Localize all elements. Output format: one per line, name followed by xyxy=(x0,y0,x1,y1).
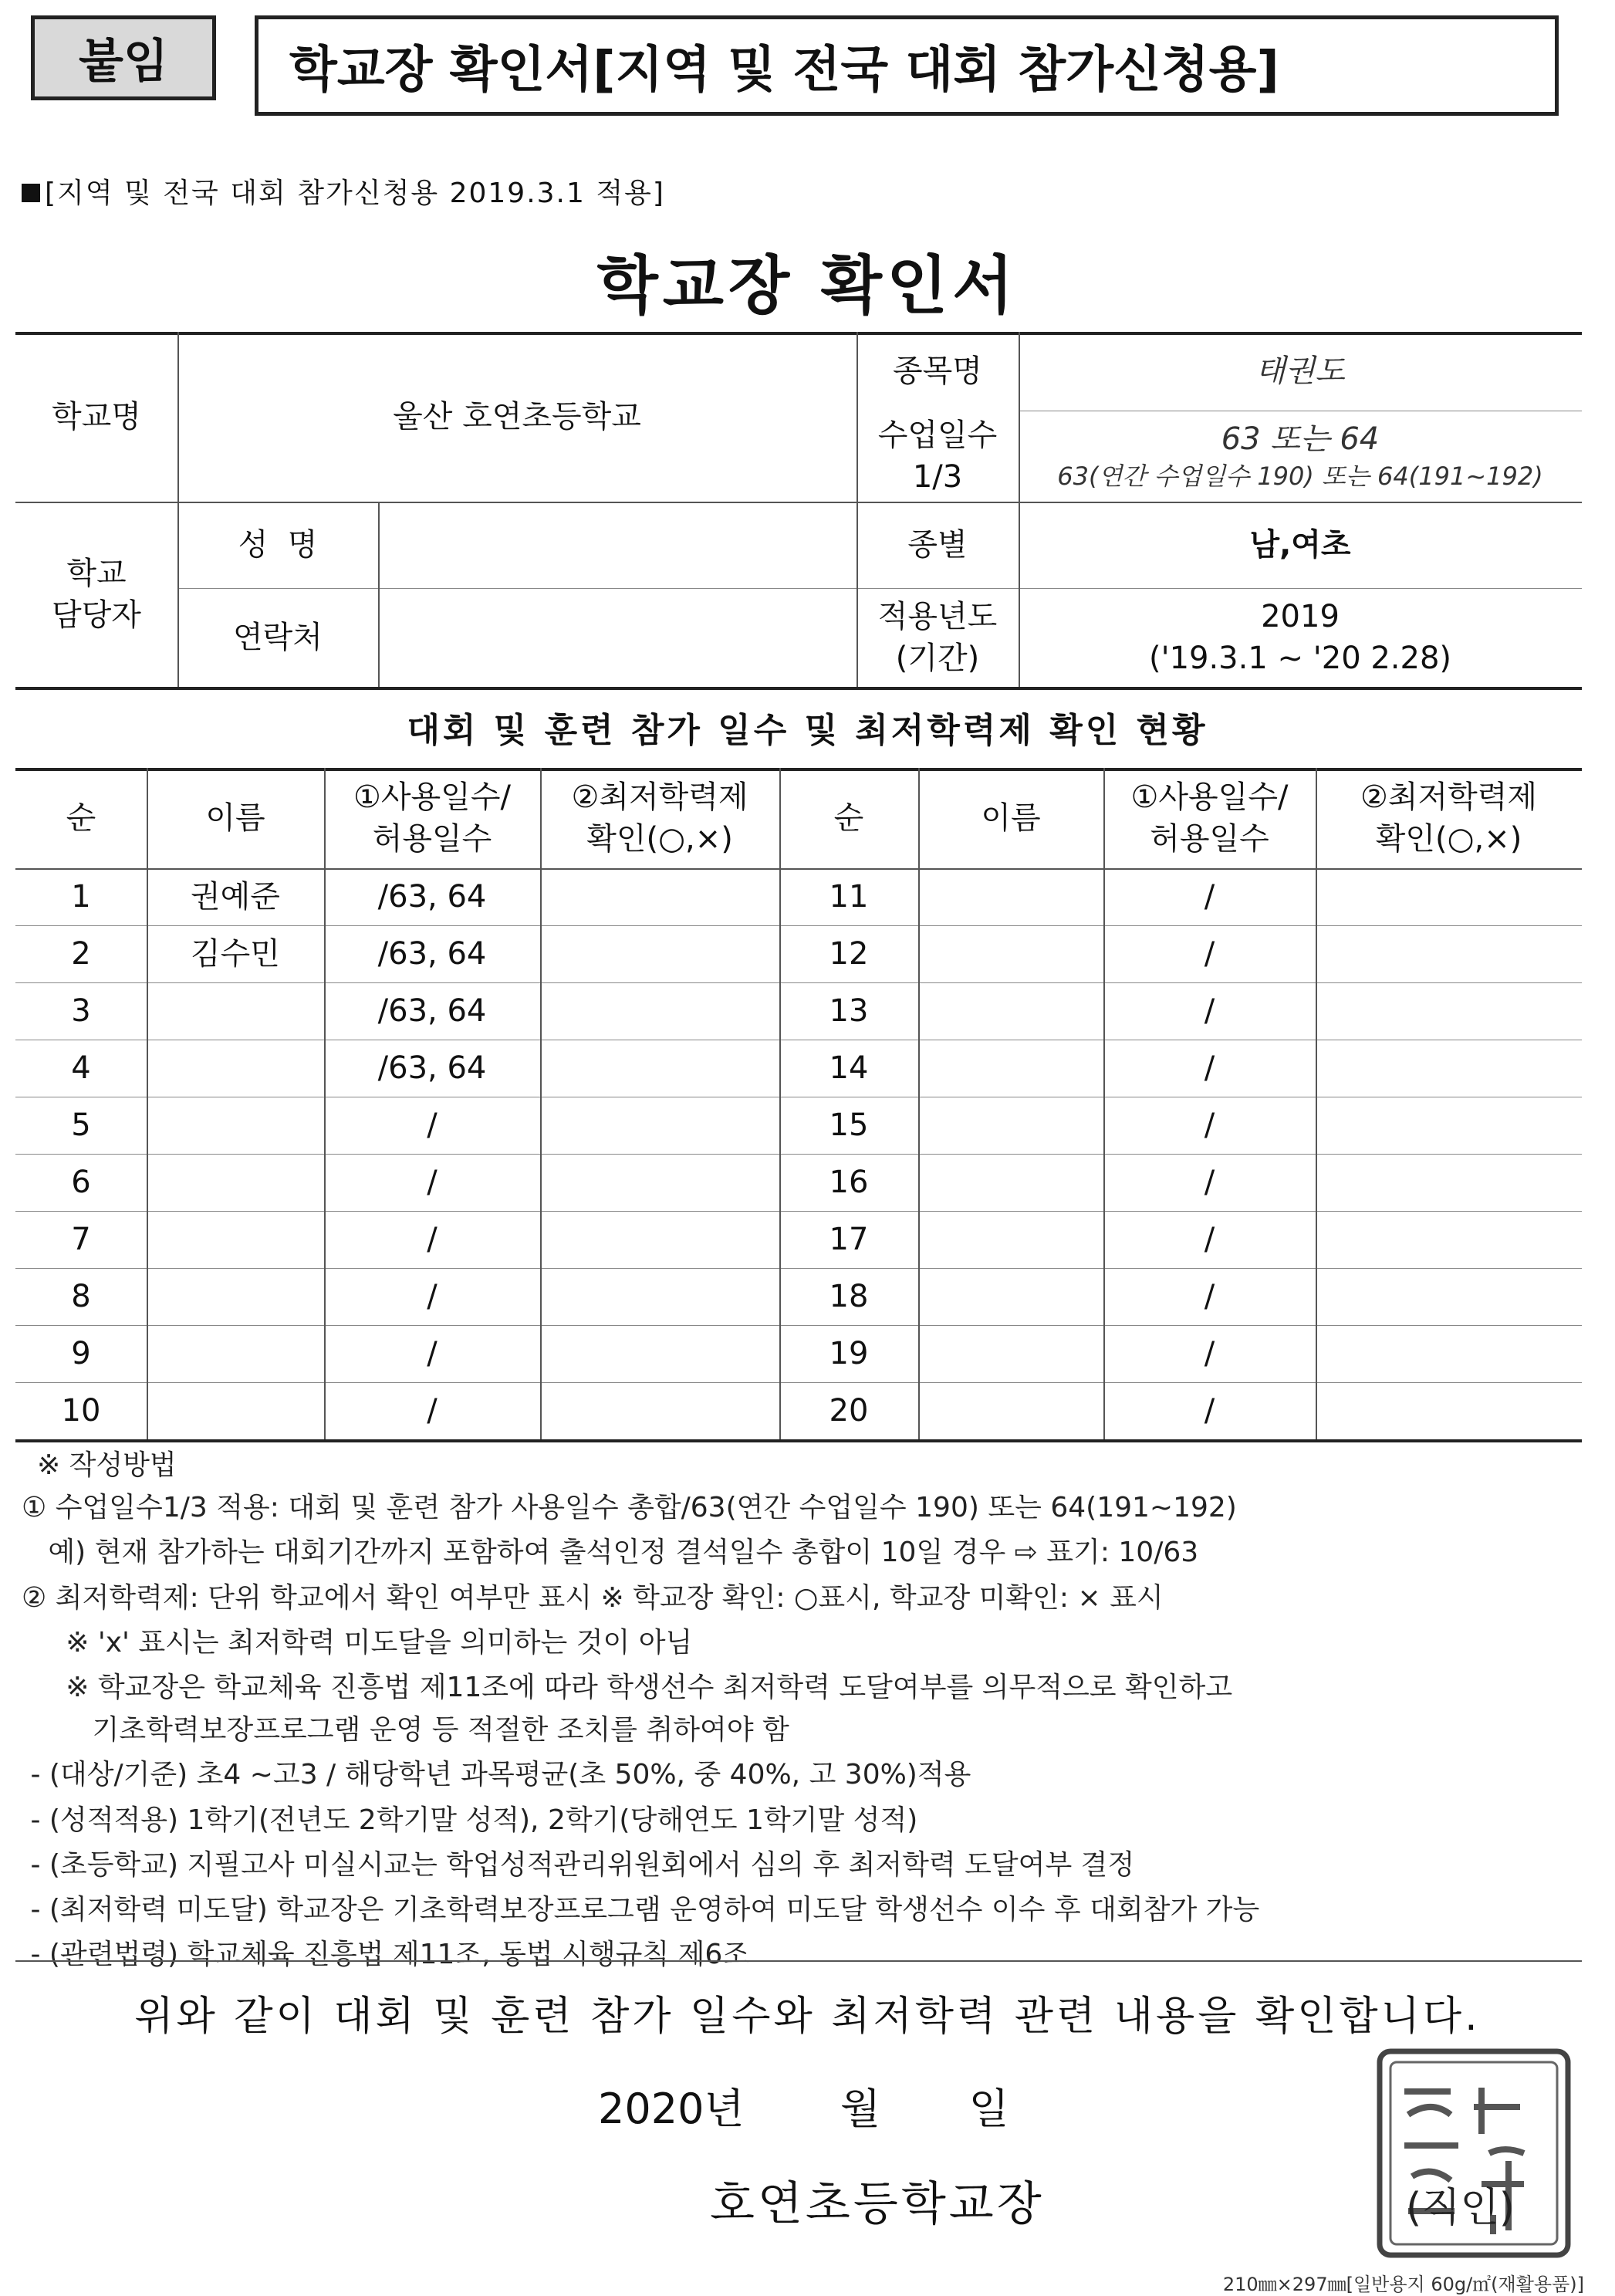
year-value xyxy=(1019,588,1582,687)
year-value-line2: ('19.3.1 ~ '20 2.28) xyxy=(1148,641,1452,676)
name-value xyxy=(378,502,856,588)
student-name xyxy=(147,1097,324,1154)
row-number: 16 xyxy=(829,1165,869,1200)
row-number: 12 xyxy=(829,936,869,972)
header-no: 순 xyxy=(833,800,864,836)
guide-line: ① 수업일수1/3 적용: 대회 및 훈련 참가 사용일수 총합/63(연간 수업일수 190) 또는 64(191~192) xyxy=(22,1492,1237,1523)
row-number: 7 xyxy=(71,1222,91,1257)
header-days-line1: ①사용일수/ xyxy=(353,779,511,815)
row-number: 6 xyxy=(71,1165,91,1200)
header-acad-line1: ②최저학력제 xyxy=(1360,779,1538,815)
date-line xyxy=(598,2076,1009,2135)
student-name xyxy=(918,1211,1103,1268)
academic-check xyxy=(1316,1154,1582,1211)
attachment-tag xyxy=(31,15,216,100)
school-name-label: 학교명 xyxy=(52,399,141,435)
class-days-label-line1: 수업일수 xyxy=(877,418,998,453)
student-name xyxy=(918,1097,1103,1154)
used-days: / xyxy=(1204,1336,1215,1371)
student-name xyxy=(147,1211,324,1268)
table-bottom-border xyxy=(15,1439,1582,1442)
header-days-line1: ①사용일수/ xyxy=(1130,779,1289,815)
academic-check xyxy=(540,1268,779,1325)
row-number: 14 xyxy=(829,1050,869,1086)
student-name: 김수민 xyxy=(191,936,280,972)
header-acad-line2: 확인(○,×) xyxy=(586,821,733,857)
student-name xyxy=(918,1382,1103,1439)
row-number: 9 xyxy=(71,1336,91,1371)
row-number: 1 xyxy=(71,879,91,915)
header-days-line2: 허용일수 xyxy=(1150,821,1269,857)
student-name xyxy=(147,982,324,1040)
academic-check xyxy=(540,1154,779,1211)
academic-check xyxy=(1316,1382,1582,1439)
used-days: /63, 64 xyxy=(377,879,487,915)
banner-title xyxy=(255,15,1559,116)
black-square-icon xyxy=(22,184,40,202)
row-number: 17 xyxy=(829,1222,869,1257)
header-name: 이름 xyxy=(981,800,1041,836)
header-name: 이름 xyxy=(205,800,265,836)
guide-line: ※ 'x' 표시는 최저학력 미도달을 의미하는 것이 아님 xyxy=(22,1627,693,1659)
academic-check xyxy=(540,1325,779,1382)
used-days: / xyxy=(1204,1222,1215,1257)
row-number: 11 xyxy=(829,879,869,915)
row-number: 4 xyxy=(71,1050,91,1086)
academic-check xyxy=(1316,1325,1582,1382)
event-label: 종목명 xyxy=(893,353,982,389)
principal-signature-line: 호연초등학교장 xyxy=(710,2177,1045,2231)
student-name xyxy=(918,982,1103,1040)
used-days: / xyxy=(427,1107,438,1143)
student-name xyxy=(147,1154,324,1211)
academic-check xyxy=(1316,868,1582,925)
row-number: 20 xyxy=(829,1393,869,1429)
used-days: / xyxy=(1204,1165,1215,1200)
guide-line: 예) 현재 참가하는 대회기간까지 포함하여 출석인정 결석일수 총합이 10일 경우 ⇨ 표기: 10/63 xyxy=(22,1537,1199,1568)
event-value: 태권도 xyxy=(1255,353,1345,389)
date-day: 일 xyxy=(968,2085,1009,2133)
academic-check xyxy=(1316,925,1582,982)
row-number: 5 xyxy=(71,1107,91,1143)
row-number: 13 xyxy=(829,993,869,1029)
guide-line: ※ 학교장은 학교체육 진흥법 제11조에 따라 학생선수 최저학력 도달여부를 의무적으로 확인하고 xyxy=(22,1672,1233,1703)
academic-check xyxy=(1316,1268,1582,1325)
year-label xyxy=(856,588,1019,687)
header-acad xyxy=(540,768,779,868)
guide-line: - (최저학력 미도달) 학교장은 기초학력보장프로그램 운영하여 미도달 학생선수 이수 후 대회참가 가능 xyxy=(22,1894,1260,1926)
guide-line: - (성적적용) 1학기(전년도 2학기말 성적), 2학기(당해연도 1학기말 성적) xyxy=(22,1804,918,1836)
year-label-line1: 적용년도 xyxy=(877,599,998,634)
used-days: / xyxy=(1204,879,1215,915)
class-days-label-line2: 1/3 xyxy=(912,459,963,495)
paper-spec: 210㎜×297㎜[일반용지 60g/㎡(재활용품)] xyxy=(1222,2274,1584,2295)
used-days: /63, 64 xyxy=(377,936,487,972)
used-days: / xyxy=(1204,1279,1215,1314)
student-name: 권예준 xyxy=(191,879,280,915)
row-number: 18 xyxy=(829,1279,869,1314)
row-number: 19 xyxy=(829,1336,869,1371)
phone-label: 연락처 xyxy=(233,620,323,655)
academic-check xyxy=(1316,1097,1582,1154)
student-name xyxy=(147,1268,324,1325)
class-days-value xyxy=(1019,411,1582,502)
date-year: 2020년 xyxy=(598,2085,745,2133)
used-days: / xyxy=(427,1279,438,1314)
applicability-text: [지역 및 전국 대회 참가신청용 2019.3.1 적용] xyxy=(45,178,665,209)
phone-value xyxy=(378,588,856,687)
header-acad-line1: ②최저학력제 xyxy=(571,779,748,815)
guide-line: 기초학력보장프로그램 운영 등 적절한 조치를 취하여야 함 xyxy=(22,1714,789,1746)
guide-line: - (관련법령) 학교체육 진흥법 제11조, 동법 시행규칙 제6조 xyxy=(22,1939,750,1970)
academic-check xyxy=(540,1040,779,1097)
name-label: 성 명 xyxy=(238,527,318,563)
header-days-line2: 허용일수 xyxy=(372,821,492,857)
academic-check xyxy=(1316,982,1582,1040)
used-days: / xyxy=(1204,1393,1215,1429)
guide-line: - (대상/기준) 초4 ~고3 / 해당학년 과목평균(초 50%, 중 40%, 고 30%)적용 xyxy=(22,1759,971,1790)
row-number: 10 xyxy=(61,1393,101,1429)
academic-check xyxy=(1316,1211,1582,1268)
year-label-line2: (기간) xyxy=(895,641,980,676)
row-number: 8 xyxy=(71,1279,91,1314)
notes-bottom-border xyxy=(15,1960,1582,1962)
banner-title-text: 학교장 확인서[지역 및 전국 대회 참가신청용] xyxy=(289,42,1279,99)
used-days: / xyxy=(1204,1107,1215,1143)
status-title: 대회 및 훈련 참가 일수 및 최저학력제 확인 현황 xyxy=(407,711,1208,750)
student-name xyxy=(147,1040,324,1097)
used-days: / xyxy=(1204,993,1215,1029)
category-label: 종별 xyxy=(907,527,968,563)
school-name-value: 울산 호연초등학교 xyxy=(393,399,641,435)
student-name xyxy=(147,1382,324,1439)
academic-check xyxy=(540,1382,779,1439)
header-days xyxy=(324,768,540,868)
class-days-value-line2: 63(연간 수업일수 190) 또는 64(191~192) xyxy=(1057,462,1543,492)
used-days: / xyxy=(427,1165,438,1200)
class-days-value-line1: 63 또는 64 xyxy=(1221,421,1380,458)
academic-check xyxy=(540,982,779,1040)
student-name xyxy=(918,868,1103,925)
used-days: / xyxy=(427,1222,438,1257)
date-month: 월 xyxy=(840,2085,881,2133)
header-acad xyxy=(1316,768,1582,868)
guide-heading: ※ 작성방법 xyxy=(37,1449,177,1481)
attachment-tag-label: 붙임 xyxy=(79,35,168,89)
student-name xyxy=(918,1154,1103,1211)
used-days: / xyxy=(1204,1050,1215,1086)
row-number: 2 xyxy=(71,936,91,972)
header-acad-line2: 확인(○,×) xyxy=(1375,821,1522,857)
student-name xyxy=(918,925,1103,982)
student-name xyxy=(918,1268,1103,1325)
contact-person-label-line2: 담당자 xyxy=(52,597,141,633)
category-value: 남,여초 xyxy=(1249,527,1351,563)
row-number: 3 xyxy=(71,993,91,1029)
year-value-line1: 2019 xyxy=(1261,599,1340,634)
academic-check xyxy=(540,868,779,925)
academic-check xyxy=(540,1211,779,1268)
student-name xyxy=(147,1325,324,1382)
student-name xyxy=(918,1325,1103,1382)
header-days xyxy=(1103,768,1316,868)
info-table-bottom-border xyxy=(15,687,1582,690)
header-no: 순 xyxy=(66,800,96,836)
academic-check xyxy=(540,925,779,982)
seal-label: (직인) xyxy=(1406,2185,1515,2231)
used-days: / xyxy=(427,1393,438,1429)
used-days: / xyxy=(427,1336,438,1371)
applicability-note xyxy=(22,171,665,211)
used-days: /63, 64 xyxy=(377,993,487,1029)
student-name xyxy=(918,1040,1103,1097)
row-number: 15 xyxy=(829,1107,869,1143)
document-title: 학교장 확인서 xyxy=(596,249,1019,323)
class-days-label xyxy=(856,411,1019,502)
contact-person-label xyxy=(15,502,177,687)
contact-person-label-line1: 학교 xyxy=(66,556,127,591)
guide-line: - (초등학교) 지필고사 미실시교는 학업성적관리위원회에서 심의 후 최저학력 도달여부 결정 xyxy=(22,1849,1135,1881)
used-days: /63, 64 xyxy=(377,1050,487,1086)
academic-check xyxy=(540,1097,779,1154)
academic-check xyxy=(1316,1040,1582,1097)
used-days: / xyxy=(1204,936,1215,972)
confirmation-statement: 위와 같이 대회 및 훈련 참가 일수와 최저학력 관련 내용을 확인합니다. xyxy=(134,1993,1481,2040)
guide-line: ② 최저학력제: 단위 학교에서 확인 여부만 표시 ※ 학교장 확인: ○표시, 학교장 미확인: × 표시 xyxy=(22,1582,1164,1614)
